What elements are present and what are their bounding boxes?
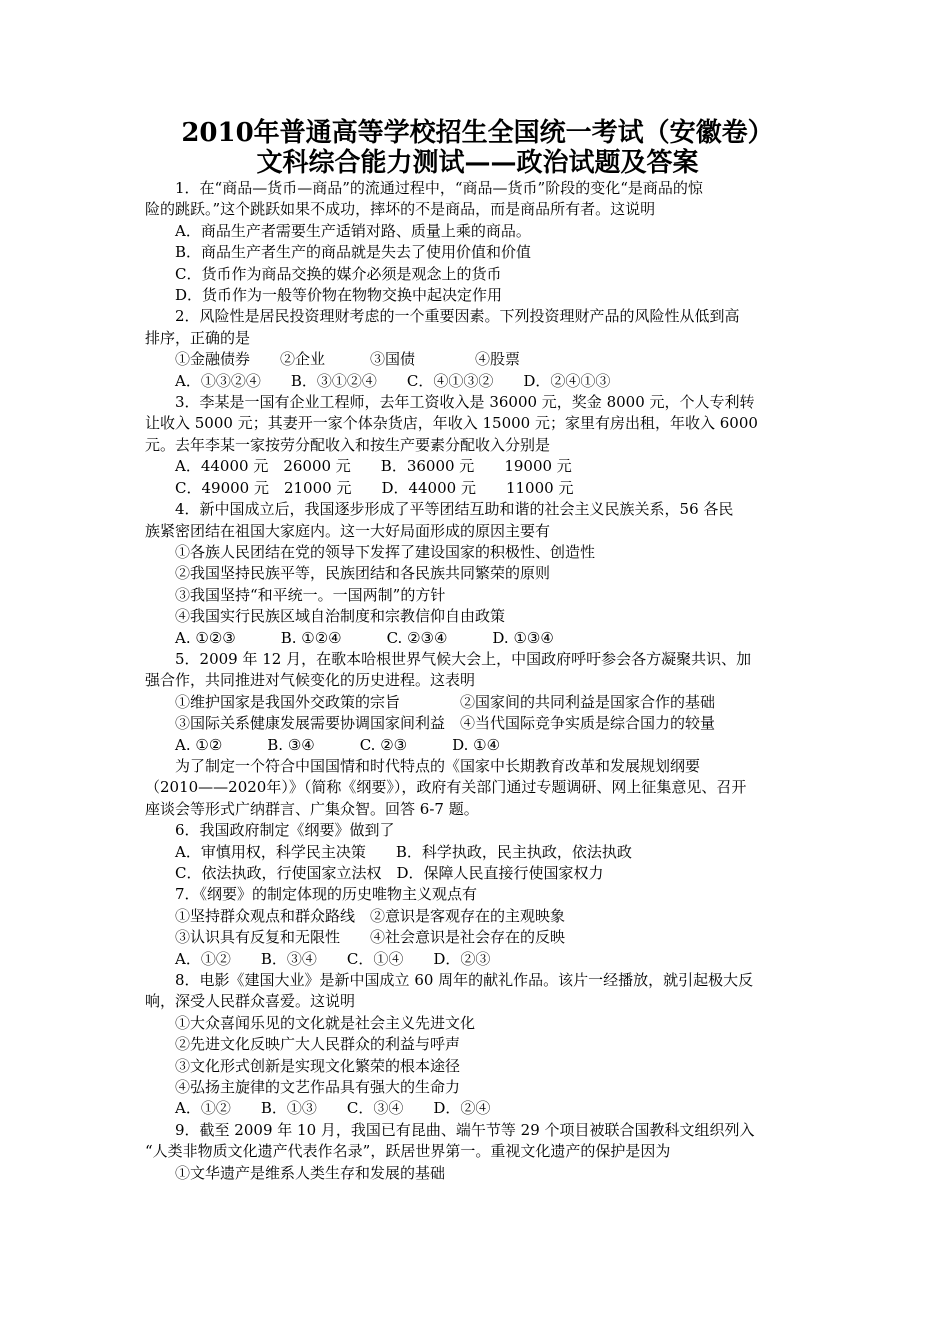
text-line: 6．我国政府制定《纲要》做到了: [175, 821, 395, 840]
text-line: ④弘扬主旋律的文艺作品具有强大的生命力: [175, 1078, 461, 1097]
text-line: 5．2009 年 12 月，在歌本哈根世界气候大会上，中国政府呼吁参会各方凝聚共识、加: [175, 649, 752, 668]
text-line: A．44000 元 26000 元 B．36000 元 19000 元: [175, 457, 572, 476]
text-line: A．①② B．③④ C．①④ D．②③: [175, 949, 491, 968]
text-line: “人类非物质文化遗产代表作名录”，跃居世界第一。重视文化遗产的保护是因为: [145, 1142, 671, 1161]
text-line: 族紧密团结在祖国大家庭内。这一大好局面形成的原因主要有: [145, 521, 551, 540]
document-title-line-1: 2010年普通高等学校招生全国统一考试（安徽卷）: [181, 118, 774, 148]
document-body: [145, 178, 810, 1184]
text-line: 1．在“商品—货币—商品”的流通过程中，“商品—货币”阶段的变化“是商品的惊: [175, 179, 703, 197]
text-line: 元。去年李某一家按劳分配收入和按生产要素分配收入分别是: [145, 435, 551, 454]
text-line: ④我国实行民族区域自治制度和宗教信仰自由政策: [175, 607, 506, 626]
text-line: A. ①② B. ③④ C. ②③ D. ①④: [175, 735, 501, 754]
text-line: ①文华遗产是维系人类生存和发展的基础: [175, 1163, 446, 1182]
text-line: ①金融债券 ②企业 ③国债 ④股票: [175, 350, 521, 369]
text-line: 4．新中国成立后，我国逐步形成了平等团结互助和谐的社会主义民族关系，56 各民: [175, 500, 734, 519]
text-line: D．货币作为一般等价物在物物交换中起决定作用: [175, 286, 503, 305]
text-line: ③认识具有反复和无限性 ④社会意识是社会存在的反映: [175, 928, 566, 947]
text-line: 8．电影《建国大业》是新中国成立 60 周年的献礼作品。该片一经播放，就引起极大反: [175, 971, 754, 990]
text-line: A．商品生产者需要生产适销对路、质量上乘的商品。: [175, 221, 531, 240]
text-line: A．审慎用权，科学民主决策 B．科学执政，民主执政，依法执政: [175, 842, 632, 861]
text-line: 排序，正确的是: [145, 328, 251, 347]
text-line: ①维护国家是我国外交政策的宗旨 ②国家间的共同利益是国家合作的基础: [175, 692, 716, 711]
text-line: A．①② B．①③ C．③④ D．②④: [175, 1099, 491, 1118]
text-line: ①大众喜闻乐见的文化就是社会主义先进文化: [175, 1013, 476, 1032]
text-line: ③我国坚持“和平统一。一国两制”的方针: [175, 585, 446, 604]
text-line: 让收入 5000 元；其妻开一家个体杂货店，年收入 15000 元；家里有房出租，年收入 6000: [145, 414, 758, 433]
text-line: C．货币作为商品交换的媒介必须是观念上的货币: [175, 264, 502, 283]
text-line: 险的跳跃。”这个跳跃如果不成功，摔坏的不是商品，而是商品所有者。这说明: [145, 200, 656, 219]
text-line: A．①③②④ B．③①②④ C．④①③② D．②④①③: [175, 371, 611, 390]
text-line: B．商品生产者生产的商品就是失去了使用价值和价值: [175, 243, 532, 262]
text-line: 为了制定一个符合中国国情和时代特点的《国家中长期教育改革和发展规划纲要: [175, 756, 701, 775]
text-line: 7．《纲要》的制定体现的历史唯物主义观点有: [175, 885, 478, 904]
text-line: ①各族人民团结在党的领导下发挥了建设国家的积极性、创造性: [175, 542, 596, 561]
text-line: 2．风险性是居民投资理财考虑的一个重要因素。下列投资理财产品的风险性从低到高: [175, 307, 740, 326]
text-line: A. ①②③ B. ①②④ C. ②③④ D. ①③④: [175, 628, 554, 647]
text-line: 响，深受人民群众喜爱。这说明: [145, 992, 356, 1011]
text-line: ②我国坚持民族平等，民族团结和各民族共同繁荣的原则: [175, 564, 551, 583]
text-line: C．49000 元 21000 元 D．44000 元 11000 元: [175, 478, 574, 497]
text-line: ③文化形式创新是实现文化繁荣的根本途径: [175, 1056, 461, 1075]
text-line: 座谈会等形式广纳群言、广集众智。回答 6-7 题。: [145, 799, 479, 818]
text-line: ②先进文化反映广大人民群众的利益与呼声: [175, 1035, 461, 1054]
text-line: C．依法执政，行使国家立法权 D．保障人民直接行使国家权力: [175, 864, 604, 882]
document-title-line-2: 文科综合能力测试——政治试题及答案: [256, 148, 699, 178]
text-line: 9．截至 2009 年 10 月，我国已有昆曲、端午节等 29 个项目被联合国教科文组织列入: [175, 1120, 755, 1139]
text-line: 3．李某是一国有企业工程师，去年工资收入是 36000 元，奖金 8000 元，个人专利转: [175, 393, 755, 412]
text-line: 强合作，共同推进对气候变化的历史进程。这表明: [145, 671, 476, 690]
text-line: ①坚持群众观点和群众路线 ②意识是客观存在的主观映象: [175, 906, 566, 925]
text-line: ③国际关系健康发展需要协调国家间利益 ④当代国际竞争实质是综合国力的较量: [175, 714, 716, 733]
text-line: （2010——2020年）》（简称《纲要》），政府有关部门通过专题调研、网上征集意见、召开: [145, 778, 747, 797]
